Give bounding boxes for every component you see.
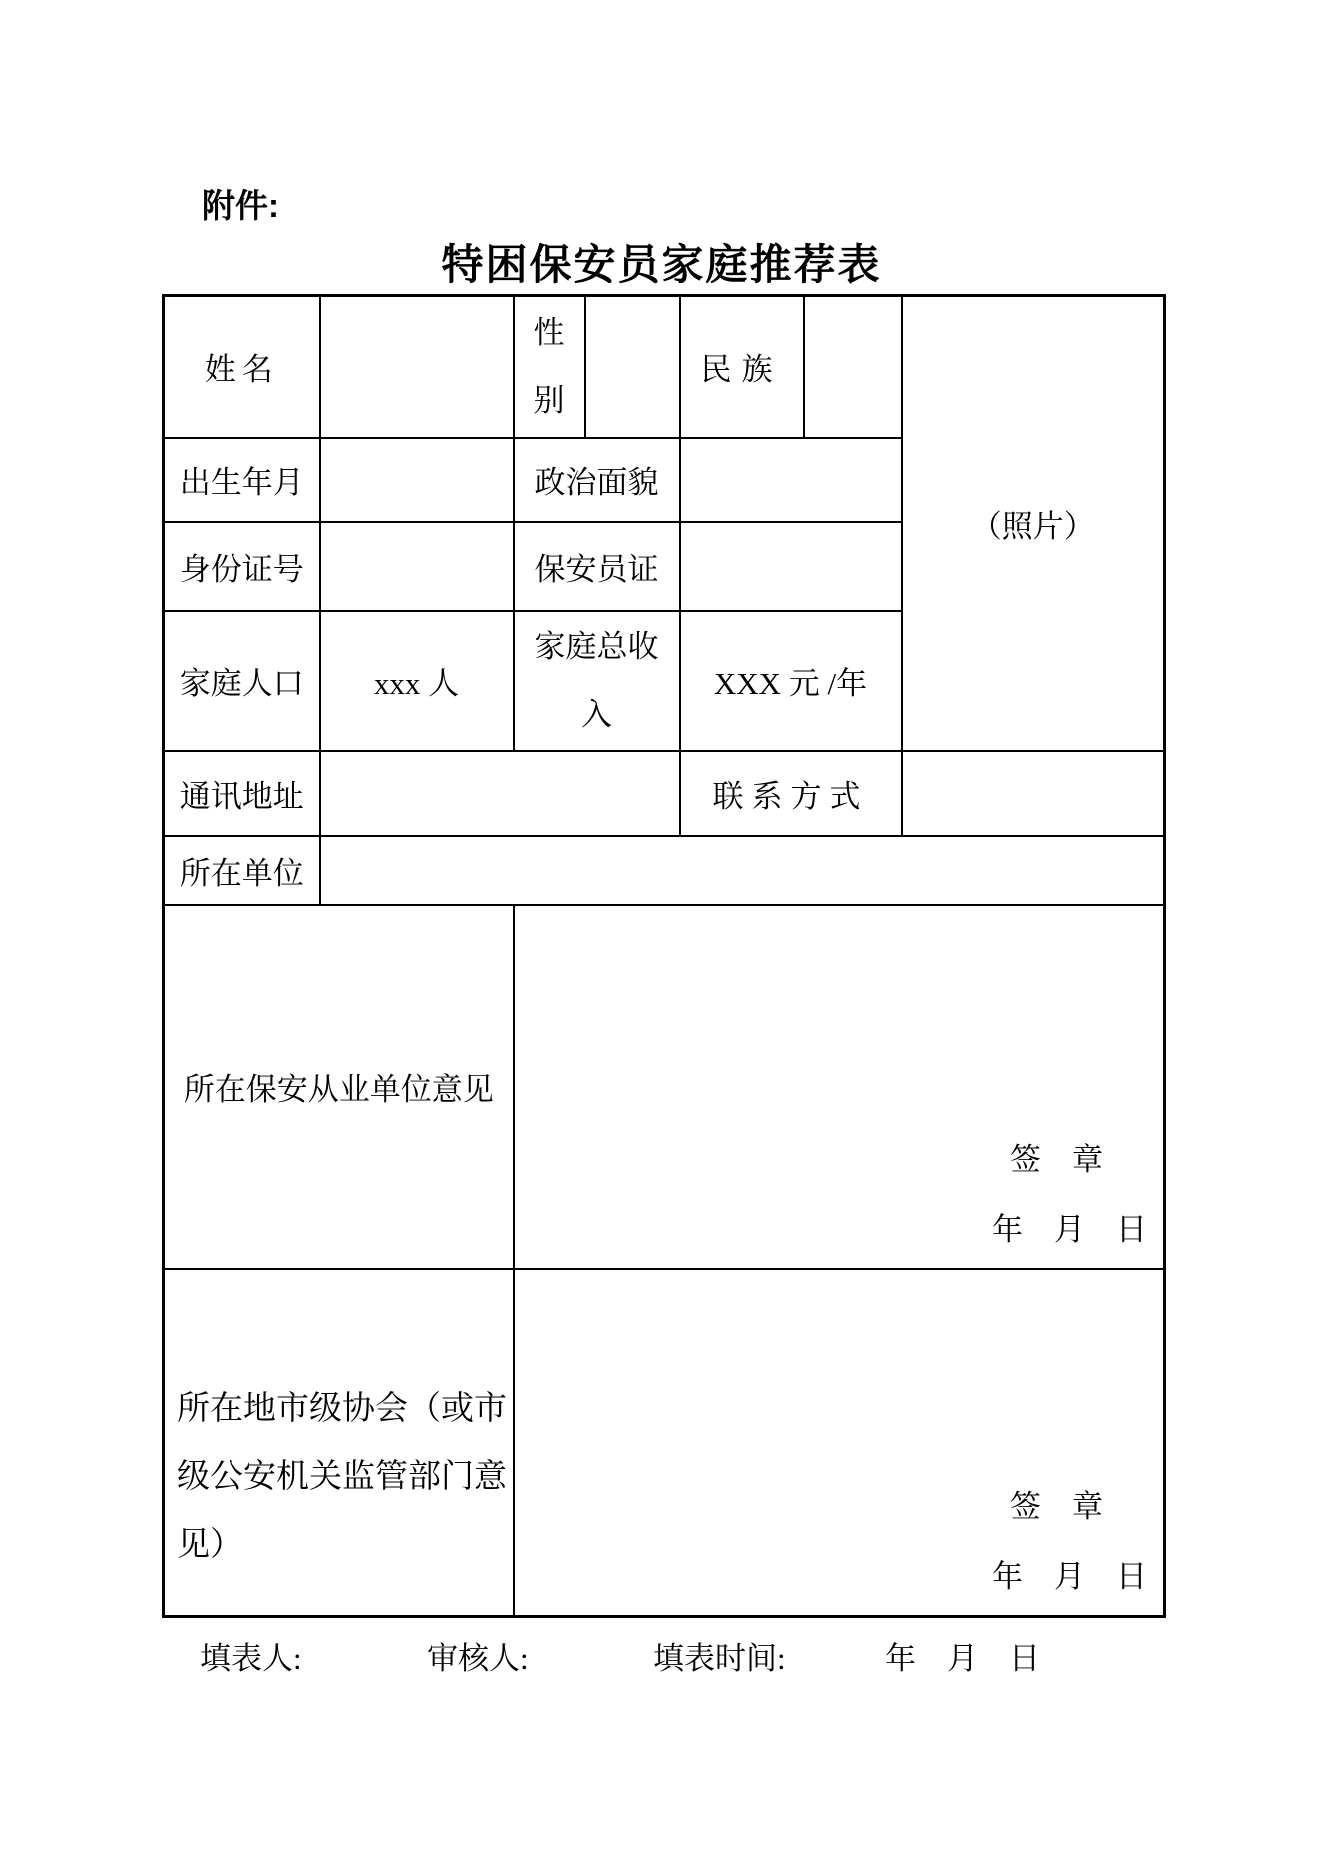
association-opinion-content-cell[interactable] [514, 1269, 1165, 1617]
reviewer-label: 审核人: [427, 1641, 529, 1676]
employer-date-label: 年 月 日 [992, 1211, 1147, 1247]
address-label: 通讯地址 [164, 751, 320, 836]
employer-opinion-label: 所在保安从业单位意见 [164, 905, 514, 1269]
photo-placeholder-cell[interactable]: （照片） [902, 296, 1165, 751]
id-number-label: 身份证号 [164, 522, 320, 611]
fill-date-label: 年 月 日 [885, 1641, 1040, 1676]
employer-opinion-content-cell[interactable] [514, 905, 1165, 1269]
row-address [164, 751, 1165, 836]
gender-label: 性 别 [514, 296, 585, 438]
employer-seal-label: 签 章 [1010, 1141, 1103, 1177]
unit-label: 所在单位 [164, 836, 320, 905]
name-label: 姓名 [164, 296, 320, 438]
unit-value-cell[interactable] [320, 836, 1165, 905]
family-income-label: 家庭总收 入 [514, 611, 680, 751]
name-value-cell[interactable] [320, 296, 514, 438]
political-status-value-cell[interactable] [680, 438, 902, 522]
page-title: 特困保安员家庭推荐表 [441, 243, 882, 289]
form-filler-label: 填表人: [200, 1641, 302, 1676]
contact-label: 联系方式 [680, 751, 902, 836]
recommendation-form-table [162, 294, 1166, 1618]
attachment-label: 附件: [202, 187, 279, 224]
political-status-label: 政治面貌 [514, 438, 680, 522]
row-employer-opinion [164, 905, 1165, 1269]
family-size-value[interactable]: xxx 人 [320, 611, 514, 751]
association-date-label: 年 月 日 [992, 1559, 1147, 1594]
address-value-cell[interactable] [320, 751, 680, 836]
row-unit [164, 836, 1165, 905]
fill-time-label: 填表时间: [653, 1641, 786, 1676]
guard-cert-label: 保安员证 [514, 522, 680, 611]
contact-value-cell[interactable] [902, 751, 1165, 836]
birth-label: 出生年月 [164, 438, 320, 522]
gender-value-cell[interactable] [585, 296, 680, 438]
family-size-label: 家庭人口 [164, 611, 320, 751]
birth-value-cell[interactable] [320, 438, 514, 522]
association-opinion-label: 所在地市级协会（或市 级公安机关监管部门意 见） [164, 1269, 514, 1617]
ethnicity-value-cell[interactable] [804, 296, 902, 438]
row-name [164, 296, 1165, 438]
association-seal-label: 签 章 [1010, 1489, 1103, 1524]
family-income-value[interactable]: XXX 元 /年 [680, 611, 902, 751]
ethnicity-label: 民族 [680, 296, 804, 438]
id-number-value-cell[interactable] [320, 522, 514, 611]
row-association-opinion [164, 1269, 1165, 1617]
guard-cert-value-cell[interactable] [680, 522, 902, 611]
